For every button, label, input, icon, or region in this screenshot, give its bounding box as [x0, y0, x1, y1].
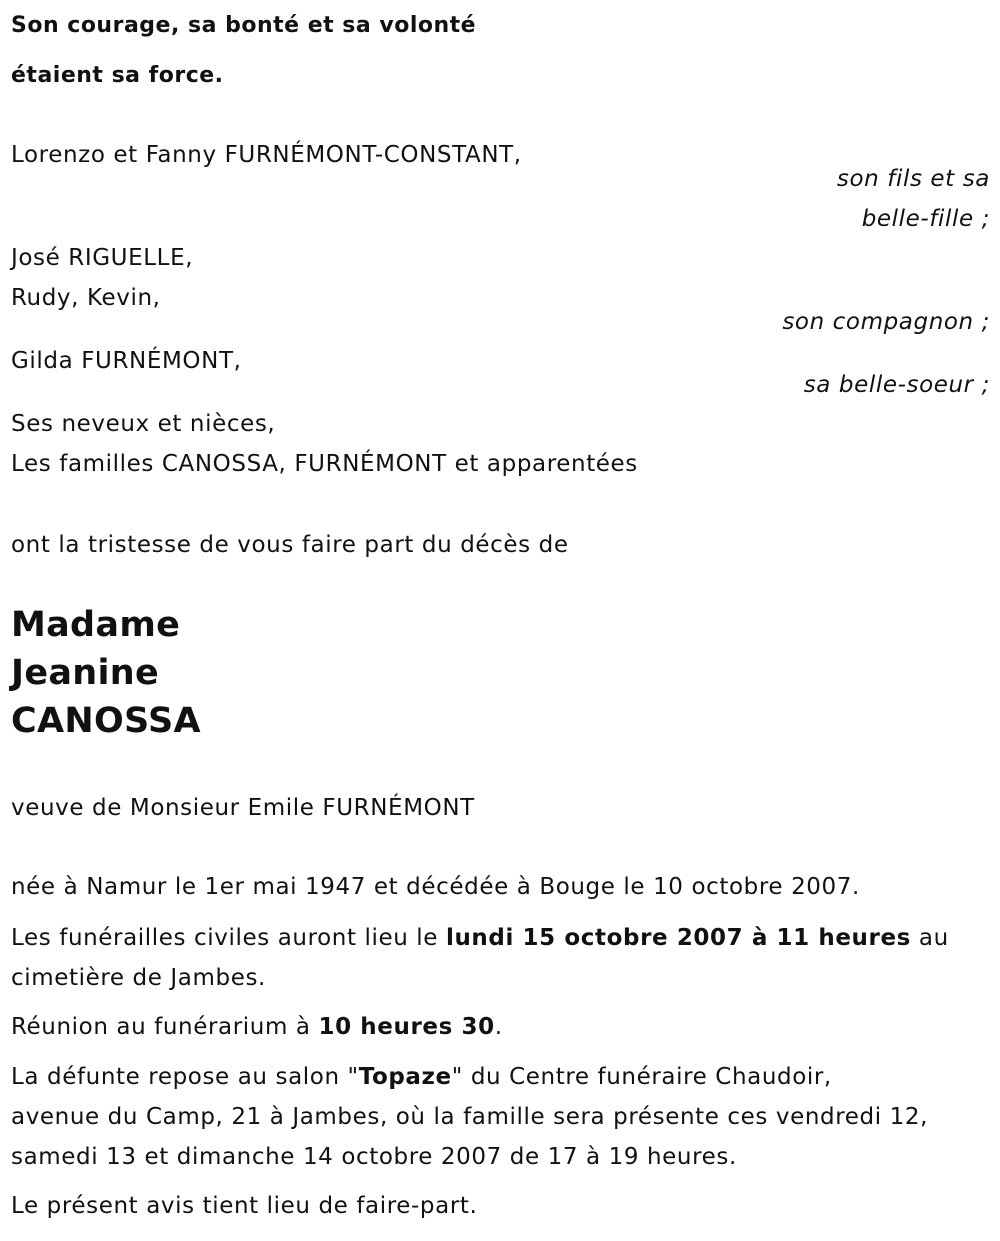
salon-name: Topaze [358, 1064, 452, 1090]
reunion-text: Réunion au funérarium à [11, 1014, 319, 1040]
closing-note: Le présent avis tient lieu de faire-part. [11, 1193, 478, 1219]
reunion-info [11, 1013, 503, 1041]
funeral-text-end: au [910, 925, 949, 951]
repose-address: avenue du Camp, 21 à Jambes, où la famille sera présente ces vendredi 12, [11, 1104, 929, 1130]
announcement: ont la tristesse de vous faire part du décès de [11, 532, 569, 558]
funeral-info [11, 924, 949, 952]
reunion-time: 10 heures 30 [318, 1014, 495, 1040]
family-nephews: Ses neveux et nièces, [11, 411, 276, 437]
relation-sister-in-law: sa belle-soeur ; [803, 372, 990, 398]
repose-text-end: " du Centre funéraire Chaudoir, [451, 1064, 832, 1090]
motto-line-1: Son courage, sa bonté et sa volonté [11, 13, 477, 38]
birth-death: née à Namur le 1er mai 1947 et décédée à Bouge le 10 octobre 2007. [11, 874, 860, 900]
deceased-first-name: Jeanine [11, 653, 160, 693]
widow-of: veuve de Monsieur Emile FURNÉMONT [11, 795, 475, 821]
motto-line-2: étaient sa force. [11, 63, 224, 88]
relation-son: son fils et sa [836, 166, 990, 192]
family-lorenzo: Lorenzo et Fanny FURNÉMONT-CONSTANT, [11, 142, 522, 168]
relation-companion: son compagnon ; [782, 309, 990, 335]
deceased-last-name: CANOSSA [11, 701, 201, 741]
family-rudy-kevin: Rudy, Kevin, [11, 285, 161, 311]
relation-daughter-in-law: belle-fille ; [861, 206, 990, 232]
repose-hours: samedi 13 et dimanche 14 octobre 2007 de 17 à 19 heures. [11, 1144, 737, 1170]
family-jose: José RIGUELLE, [11, 245, 194, 271]
family-families: Les familles CANOSSA, FURNÉMONT et apparentées [11, 451, 638, 477]
funeral-date: lundi 15 octobre 2007 à 11 heures [445, 925, 911, 951]
funeral-text: Les funérailles civiles auront lieu le [11, 925, 446, 951]
reunion-end: . [494, 1014, 503, 1040]
repose-info [11, 1063, 832, 1091]
deceased-title: Madame [11, 605, 181, 645]
funeral-place: cimetière de Jambes. [11, 965, 266, 991]
repose-text: La défunte repose au salon " [11, 1064, 359, 1090]
family-gilda: Gilda FURNÉMONT, [11, 348, 242, 374]
